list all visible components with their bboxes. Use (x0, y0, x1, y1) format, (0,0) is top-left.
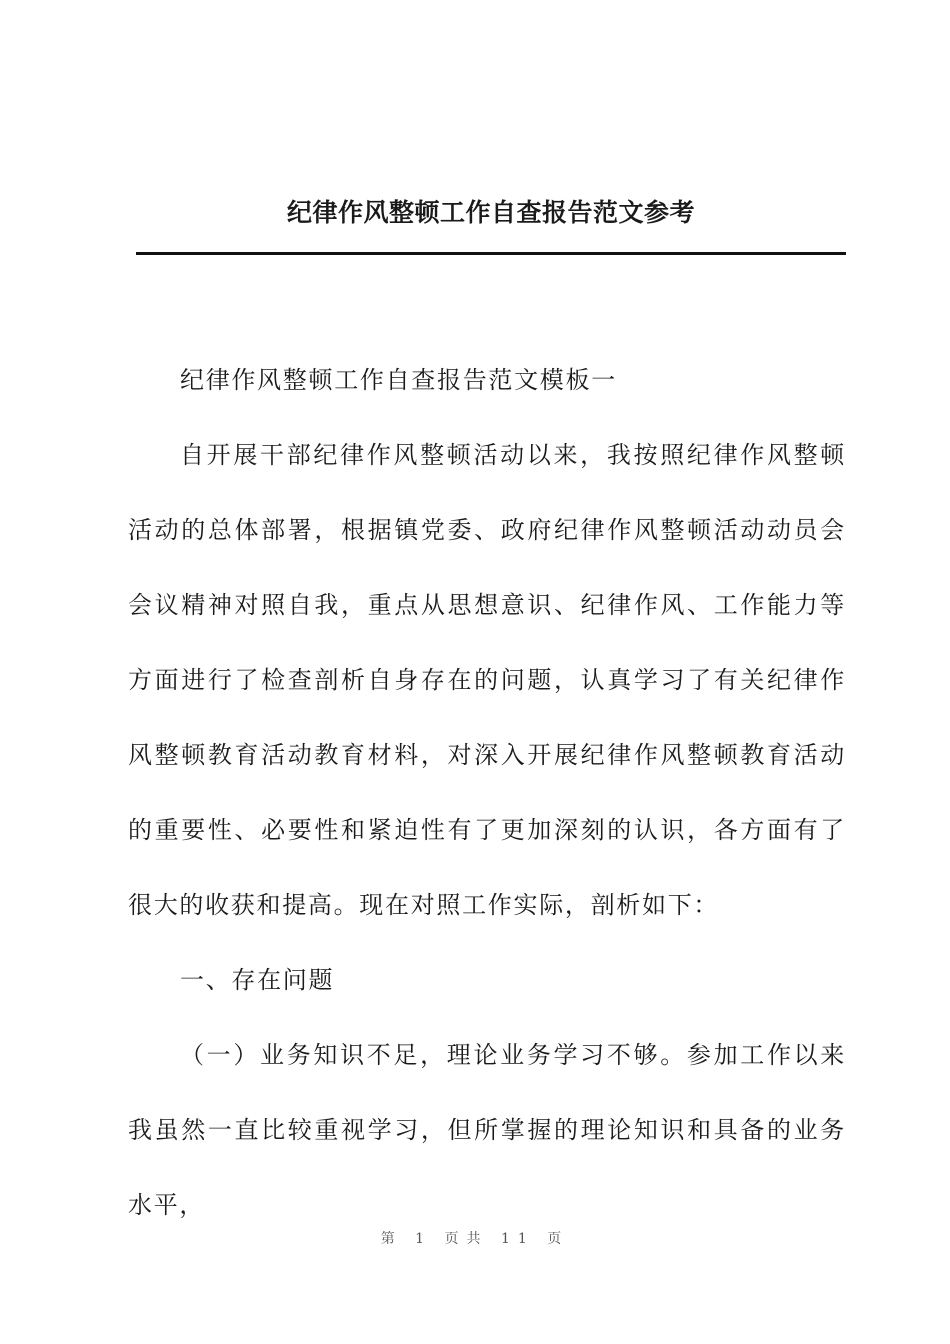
paragraph-intro: 自开展干部纪律作风整顿活动以来，我按照纪律作风整顿活动的总体部署，根据镇党委、政府纪律作风整顿活动动员会会议精神对照自我，重点从思想意识、纪律作风、工作能力等方面进行了检查剖析自身存在的问题，认真学习了有关纪律作风整顿教育活动教育材料，对深入开展纪律作风整顿教育活动的重要性、必要性和紧迫性有了更加深刻的认识，各方面有了很大的收获和提高。现在对照工作实际，剖析如下： (128, 441, 846, 919)
paragraph-issue-1: （一）业务知识不足，理论业务学习不够。参加工作以来我虽然一直比较重视学习，但所掌握的理论知识和具备的业务水平， (128, 1041, 846, 1219)
paragraph-subtitle: 纪律作风整顿工作自查报告范文模板一 (180, 366, 617, 394)
document-body (128, 343, 846, 1243)
page-number: 第 1 页共 11 页 (380, 1231, 570, 1247)
section-heading: 一、存在问题 (180, 966, 335, 994)
title-underline (136, 252, 846, 255)
document-title: 纪律作风整顿工作自查报告范文参考 (286, 198, 695, 227)
